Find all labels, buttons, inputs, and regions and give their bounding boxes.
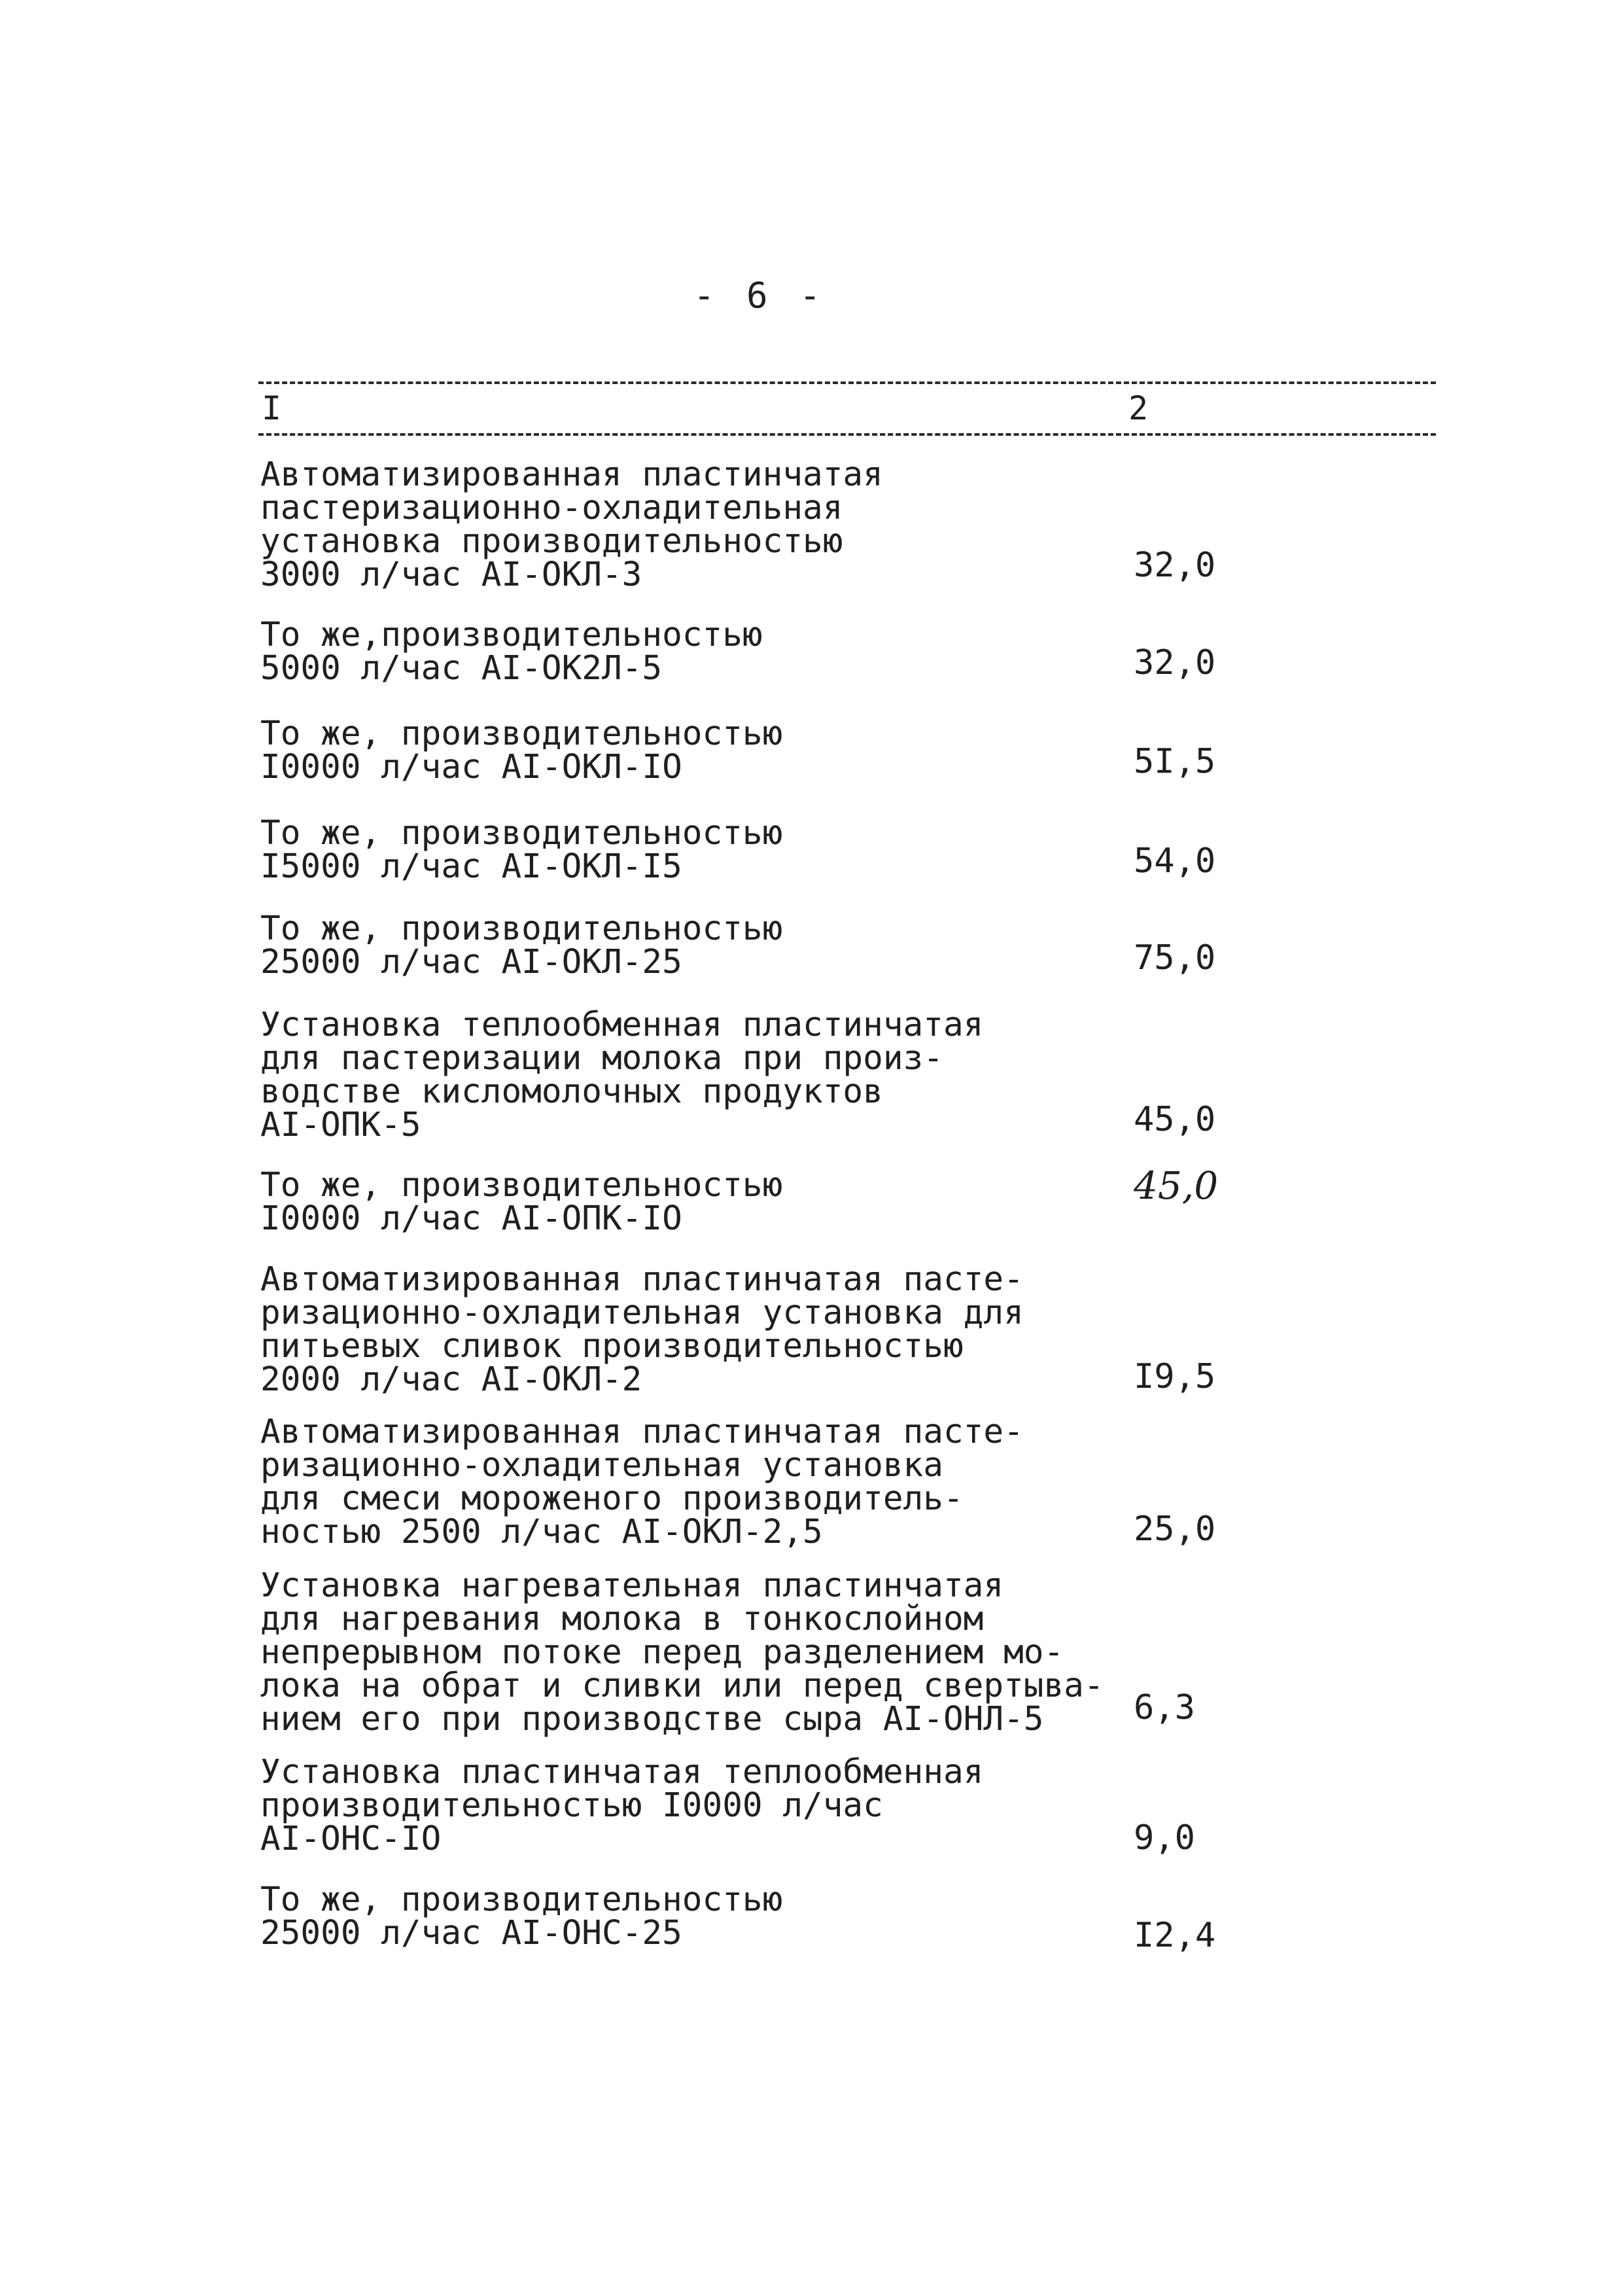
equipment-description: Установка нагревательная пластинчатая для нагревания молока в тонкослойном непрерывном потоке перед разделением мо- лока на обрат и сливки или перед свертыва- нием его при производстве сыра AI-ОНЛ-5 [260,1566,1104,1739]
table-row [260,912,1438,979]
table-row [260,1163,1438,1238]
equipment-value: 45,0 [1134,1100,1216,1139]
table-row [260,1008,1438,1142]
equipment-value: I2,4 [1134,1916,1216,1955]
equipment-description: Автоматизированная пластинчатая пасте- ризационно-охладительная установка для питьевых сливок производительностью 2000 л/час AI-ОКЛ-2 [260,1260,1024,1399]
table-row [260,455,1438,594]
table-row [260,1415,1438,1549]
equipment-value: 9,0 [1134,1818,1195,1858]
table-header-top-rule [258,381,1436,384]
equipment-description: Установка теплообменная пластинчатая для пастеризации молока при произ- водстве кисломолочных продуктов AI-ОПК-5 [260,1006,984,1144]
table-row [260,1753,1438,1858]
column-header-1: I [262,389,282,427]
equipment-value-handwritten: 45,0 [1134,1163,1219,1208]
equipment-description: Автоматизированная пластинчатая пасте- ризационно-охладительная установка для смеси мороженого производитель- ностью 2500 л/час AI-ОКЛ-2,5 [260,1413,1024,1551]
page-number: - 6 - [693,275,826,316]
equipment-description: То же, производительностью I0000 л/час AI-ОКЛ-IO [260,715,783,786]
equipment-description: Автоматизированная пластинчатая пастеризационно-охладительная установка производительностью 3000 л/час AI-ОКЛ-3 [260,455,883,594]
equipment-value: 32,0 [1134,546,1216,585]
equipment-value: 75,0 [1134,938,1216,978]
equipment-description: То же,производительностью 5000 л/час AI-ОК2Л-5 [260,616,763,688]
table-header-bottom-rule [258,433,1436,436]
equipment-value: 54,0 [1134,841,1216,881]
equipment-value: 5I,5 [1134,742,1216,781]
equipment-value: 6,3 [1134,1688,1195,1727]
equipment-description: То же, производительностью I5000 л/час AI-ОКЛ-I5 [260,814,783,886]
equipment-description: То же, производительностью 25000 л/час AI-ОКЛ-25 [260,910,783,981]
column-header-2: 2 [1128,389,1149,427]
table-row [260,616,1438,688]
equipment-description: То же, производительностью 25000 л/час AI-ОНС-25 [260,1881,783,1952]
table-row [260,814,1438,886]
table-row [260,717,1438,784]
equipment-value: 32,0 [1134,643,1216,682]
equipment-value: I9,5 [1134,1357,1216,1396]
equipment-description: Установка пластинчатая теплообменная производительностью I0000 л/час AI-ОНС-IO [260,1753,984,1858]
table-row [260,1881,1438,1955]
equipment-value: 25,0 [1134,1510,1216,1549]
equipment-description: То же, производительностью I0000 л/час AI-ОПК-IO [260,1166,783,1238]
table-row [260,1566,1438,1739]
table-row [260,1260,1438,1399]
